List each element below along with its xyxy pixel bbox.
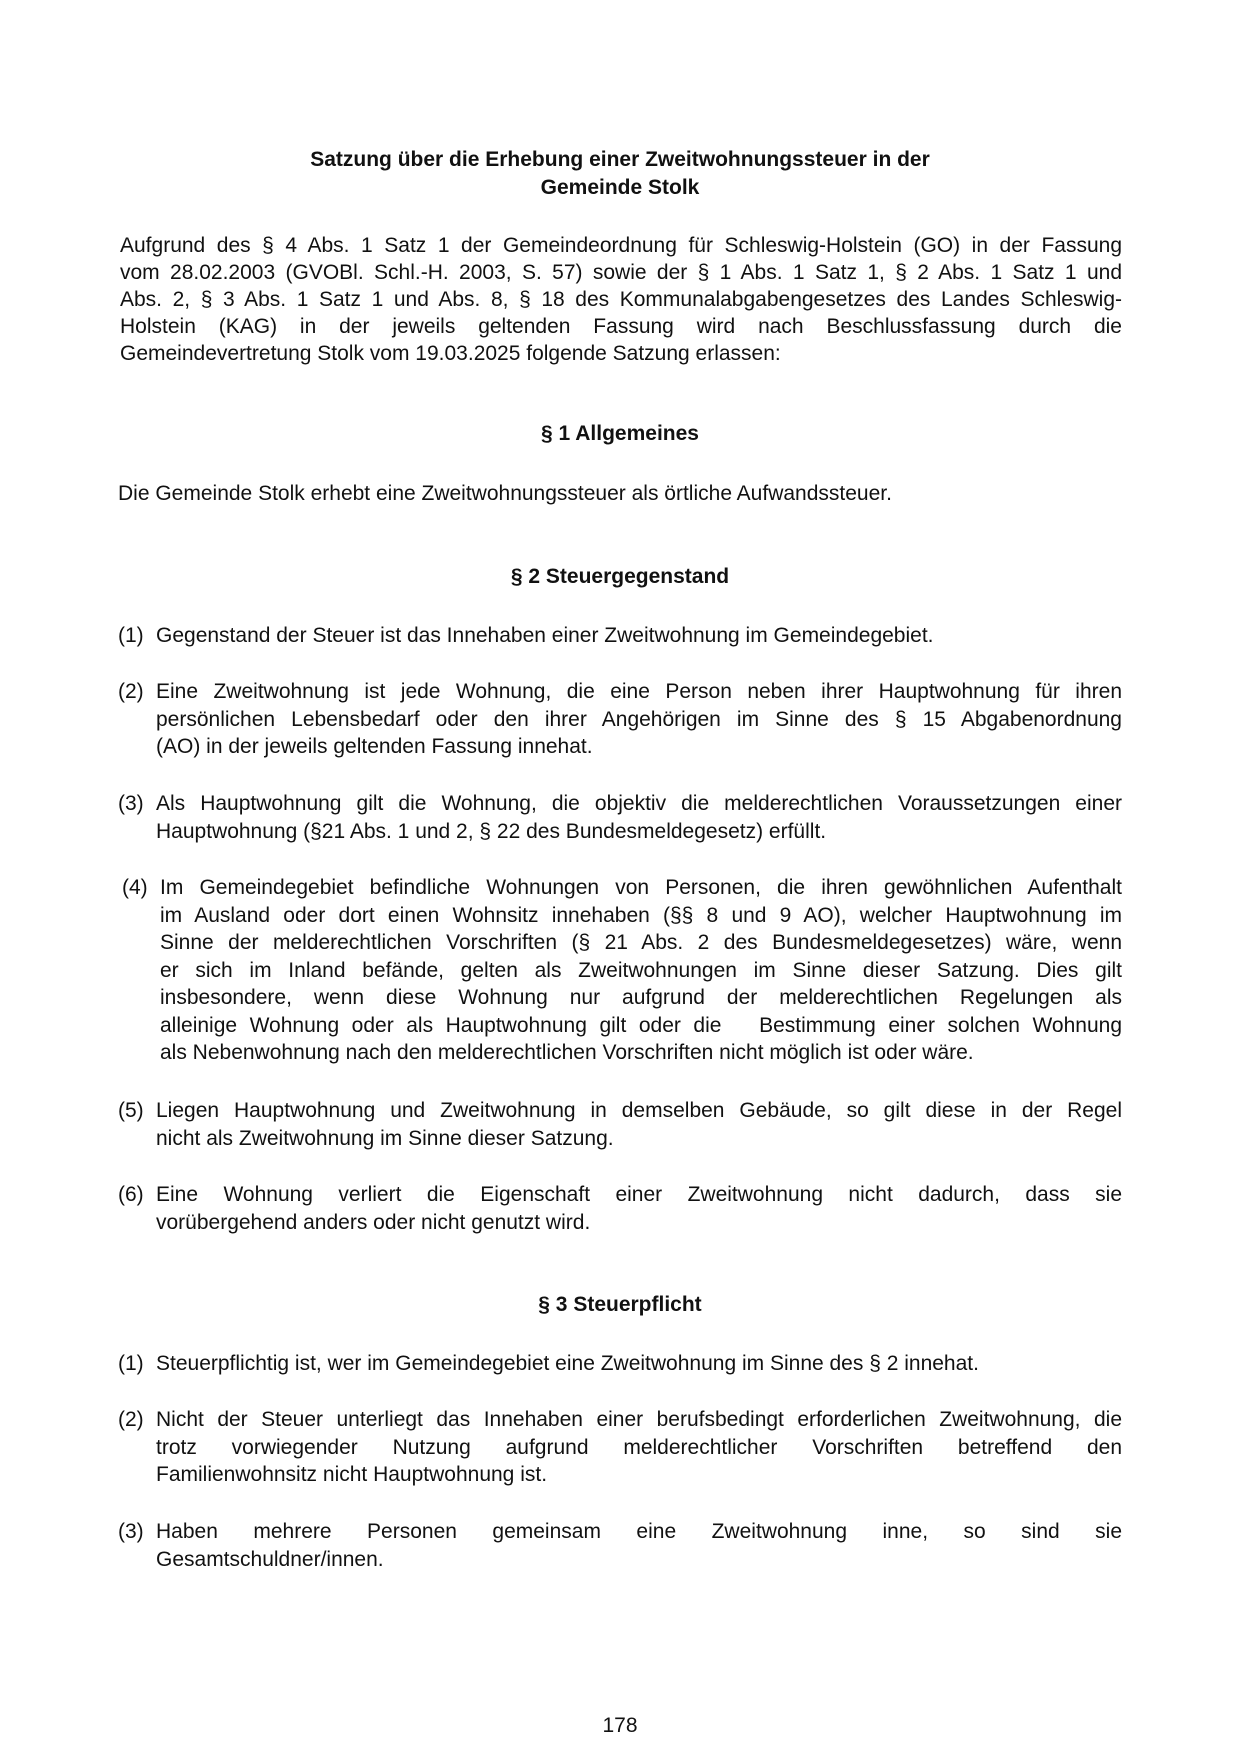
paragraph-line: Eine Wohnung verliert die Eigenschaft einer Zweitwohnung nicht dadurch, dass sie bbox=[156, 1183, 1122, 1206]
preamble-line: Abs. 2, § 3 Abs. 1 Satz 1 und Abs. 8, § 18 des Kommunalabgabengesetzes des Landes Schleswig- bbox=[120, 288, 1122, 311]
paragraph-line: Als Hauptwohnung gilt die Wohnung, die objektiv die melderechtlichen Voraussetzungen einer bbox=[156, 792, 1122, 815]
preamble-line: Aufgrund des § 4 Abs. 1 Satz 1 der Gemeindeordnung für Schleswig-Holstein (GO) in der Fassung bbox=[120, 234, 1122, 257]
paragraph-line: insbesondere, wenn diese Wohnung nur aufgrund der melderechtlichen Regelungen als bbox=[160, 986, 1122, 1009]
section-2-paragraph-4 bbox=[118, 874, 1122, 1067]
section-2-paragraph-5 bbox=[118, 1097, 1122, 1152]
section-3-heading: § 3 Steuerpflicht bbox=[538, 1293, 702, 1316]
section-2-paragraph-1 bbox=[118, 622, 1122, 650]
paragraph-line: alleinige Wohnung oder als Hauptwohnung gilt oder die Bestimmung einer solchen Wohnung bbox=[160, 1013, 1122, 1037]
paragraph-line: Familienwohnsitz nicht Hauptwohnung ist. bbox=[156, 1463, 548, 1486]
paragraph-number: (4) bbox=[122, 876, 148, 899]
paragraph-number: (3) bbox=[118, 792, 144, 815]
section-1-heading: § 1 Allgemeines bbox=[541, 422, 699, 445]
section-2-paragraph-2 bbox=[118, 678, 1122, 761]
section-2-paragraph-3 bbox=[118, 790, 1122, 845]
paragraph-line: Eine Zweitwohnung ist jede Wohnung, die eine Person neben ihrer Hauptwohnung für ihren bbox=[156, 680, 1122, 703]
paragraph-line: Liegen Hauptwohnung und Zweitwohnung in demselben Gebäude, so gilt diese in der Regel bbox=[156, 1099, 1122, 1122]
section-3-paragraph-1 bbox=[118, 1350, 1122, 1378]
paragraph-line: Steuerpflichtig ist, wer im Gemeindegebiet eine Zweitwohnung im Sinne des § 2 innehat. bbox=[156, 1352, 979, 1375]
page-number: 178 bbox=[602, 1714, 638, 1737]
paragraph-line: im Ausland oder dort einen Wohnsitz innehaben (§§ 8 und 9 AO), welcher Hauptwohnung im bbox=[160, 903, 1122, 927]
paragraph-line: Hauptwohnung (§21 Abs. 1 und 2, § 22 des Bundesmeldegesetz) erfüllt. bbox=[156, 819, 827, 843]
paragraph-number: (1) bbox=[118, 624, 144, 647]
title-line: Gemeinde Stolk bbox=[540, 176, 700, 199]
paragraph-line: als Nebenwohnung nach den melderechtlichen Vorschriften nicht möglich ist oder wäre. bbox=[160, 1041, 974, 1064]
paragraph-line: vorübergehend anders oder nicht genutzt wird. bbox=[156, 1210, 591, 1234]
preamble-line: Gemeindevertretung Stolk vom 19.03.2025 folgende Satzung erlassen: bbox=[120, 342, 781, 365]
section-2-heading: § 2 Steuergegenstand bbox=[510, 565, 730, 588]
preamble bbox=[120, 232, 1122, 367]
section-3-paragraph-3 bbox=[118, 1518, 1122, 1573]
paragraph-line: Nicht der Steuer unterliegt das Innehaben einer berufsbedingt erforderlichen Zweitwohnung, die bbox=[156, 1408, 1122, 1431]
paragraph-line: persönlichen Lebensbedarf oder den ihrer Angehörigen im Sinne des § 15 Abgabenordnung bbox=[156, 707, 1122, 731]
title-line: Satzung über die Erhebung einer Zweitwohnungssteuer in der bbox=[310, 148, 930, 171]
paragraph-line: (AO) in der jeweils geltenden Fassung innehat. bbox=[156, 735, 593, 758]
paragraph-number: (5) bbox=[118, 1099, 144, 1122]
paragraph-number: (3) bbox=[118, 1520, 144, 1543]
document-title bbox=[120, 146, 1120, 202]
paragraph-line: Gegenstand der Steuer ist das Innehaben einer Zweitwohnung im Gemeindegebiet. bbox=[156, 624, 934, 647]
paragraph-number: (1) bbox=[118, 1352, 144, 1375]
paragraph-number: (6) bbox=[118, 1183, 144, 1206]
paragraph-line: nicht als Zweitwohnung im Sinne dieser Satzung. bbox=[156, 1126, 614, 1150]
section-3-paragraph-2 bbox=[118, 1406, 1122, 1489]
paragraph-number: (2) bbox=[118, 680, 144, 703]
section-2-paragraph-6 bbox=[118, 1181, 1122, 1236]
preamble-line: Holstein (KAG) in der jeweils geltenden Fassung wird nach Beschlussfassung durch die bbox=[120, 315, 1122, 338]
paragraph-line: trotz vorwiegender Nutzung aufgrund melderechtlicher Vorschriften betreffend den bbox=[156, 1435, 1122, 1459]
preamble-line: vom 28.02.2003 (GVOBl. Schl.-H. 2003, S. 57) sowie der § 1 Abs. 1 Satz 1, § 2 Abs. 1 Satz 1 und bbox=[120, 261, 1122, 284]
paragraph-line: Im Gemeindegebiet befindliche Wohnungen von Personen, die ihren gewöhnlichen Aufenthalt bbox=[160, 876, 1122, 899]
paragraph-line: er sich im Inland befände, gelten als Zweitwohnungen im Sinne dieser Satzung. Dies gilt bbox=[160, 958, 1122, 982]
paragraph-line: Gesamtschuldner/innen. bbox=[156, 1547, 384, 1571]
paragraph-number: (2) bbox=[118, 1408, 144, 1431]
paragraph-line: Haben mehrere Personen gemeinsam eine Zweitwohnung inne, so sind sie bbox=[156, 1520, 1122, 1543]
paragraph-line: Sinne der melderechtlichen Vorschriften (§ 21 Abs. 2 des Bundesmeldegesetzes) wäre, wenn bbox=[160, 931, 1122, 954]
section-1-text: Die Gemeinde Stolk erhebt eine Zweitwohnungssteuer als örtliche Aufwandssteuer. bbox=[118, 482, 892, 505]
